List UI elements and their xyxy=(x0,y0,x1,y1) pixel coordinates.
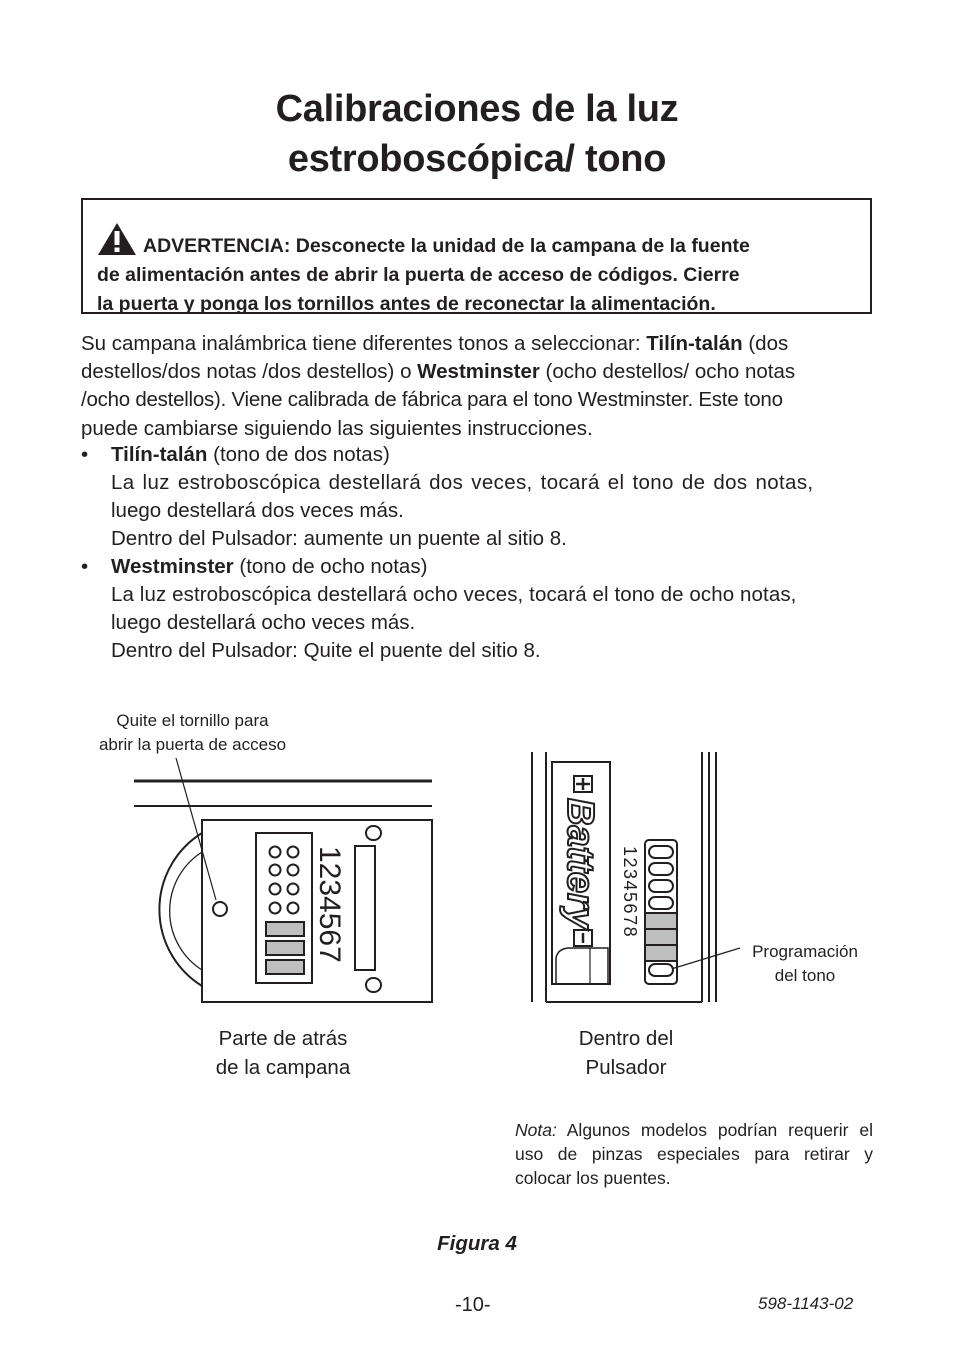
pushbutton-pin-8 xyxy=(649,964,673,976)
bullet-line: luego destellará dos veces más. xyxy=(111,499,404,522)
pushbutton-caption-line: Pulsador xyxy=(585,1056,667,1079)
pushbutton-jumpers xyxy=(645,913,677,961)
bullet-line: La luz estroboscópica destellará dos veces, tocará el tono de dos notas, xyxy=(111,471,814,494)
warning-line1: ADVERTENCIA: Desconecte la unidad de la campana de la fuente xyxy=(143,235,750,257)
pushbutton-pin-numbers: 12345678 xyxy=(620,846,640,939)
chime-arc-inner xyxy=(170,852,202,970)
chime-pin-numbers: 1234567 xyxy=(313,846,346,963)
warning-line2: de alimentación antes de abrir la puerta de acceso de códigos. Cierre xyxy=(97,264,740,286)
bullet-name: Tilín-talán xyxy=(111,443,208,466)
battery-label: Battery xyxy=(559,798,601,929)
intro-text: (dos xyxy=(742,332,789,355)
page-title-line1: Calibraciones de la luz xyxy=(275,88,679,130)
intro-text: destellos/dos notas /dos destellos) o xyxy=(81,360,418,384)
chime-jumpers xyxy=(266,922,304,974)
bullet-marker: • xyxy=(81,555,89,578)
intro-text: Su campana inalámbrica tiene diferentes tonos a seleccionar: xyxy=(81,332,647,355)
pushbutton-caption-line: Dentro del xyxy=(578,1027,674,1050)
bullet-desc: (tono de ocho notas) xyxy=(233,555,428,578)
screw-label-line: abrir la puerta de acceso xyxy=(98,735,287,754)
battery-clip xyxy=(556,948,608,984)
chime-pins xyxy=(270,847,299,914)
chime-slot xyxy=(366,826,381,840)
bullet-line: luego destellará ocho veces más. xyxy=(111,611,416,634)
warning-line3: la puerta y ponga los tornillos antes de reconectar la alimentación. xyxy=(97,293,716,315)
bullet-line: La luz estroboscópica destellará ocho veces, tocará el tono de ocho notas, xyxy=(111,583,797,606)
chime-connector xyxy=(355,846,375,970)
tone-name-westminster: Westminster xyxy=(417,360,540,384)
pushbutton-caption xyxy=(526,1024,726,1082)
tone-name-tilin: Tilín-talán xyxy=(646,332,743,355)
page-number: -10- xyxy=(455,1294,491,1316)
pushbutton-pins xyxy=(649,846,673,909)
bullet-marker: • xyxy=(81,443,89,466)
screw-label xyxy=(70,709,315,757)
bullet-name: Westminster xyxy=(111,555,234,578)
chime-caption xyxy=(183,1024,383,1082)
tone-label xyxy=(735,940,875,988)
figure-caption: Figura 4 xyxy=(437,1232,517,1255)
chime-caption-line: Parte de atrás xyxy=(218,1027,348,1050)
intro-text: /ocho destellos). Viene calibrada de fábrica para el tono Westminster. Este tono xyxy=(81,388,783,412)
document-number: 598-1143-02 xyxy=(758,1294,854,1313)
tone-label-line: del tono xyxy=(774,966,836,985)
screw-leader-line xyxy=(176,758,216,900)
figure-note xyxy=(515,1118,873,1190)
bullet-line: Dentro del Pulsador: aumente un puente al sitio 8. xyxy=(111,527,567,550)
tone-label-line: Programación xyxy=(752,942,858,961)
bullet-line: Dentro del Pulsador: Quite el puente del sitio 8. xyxy=(111,639,541,662)
screw-label-line: Quite el tornillo para xyxy=(116,711,269,730)
intro-text: puede cambiarse siguiendo las siguientes instrucciones. xyxy=(81,416,593,440)
chime-slot xyxy=(366,978,381,992)
note-text: Algunos modelos podrían requerir el uso de pinzas especiales para retirar y colocar los puentes. xyxy=(515,1120,873,1188)
tone-leader-line xyxy=(668,948,740,970)
screw-icon xyxy=(213,902,227,916)
bullet-desc: (tono de dos notas) xyxy=(207,443,390,466)
note-label: Nota: xyxy=(515,1120,557,1140)
chime-caption-line: de la campana xyxy=(215,1056,351,1079)
intro-text: (ocho destellos/ ocho notas xyxy=(539,360,796,384)
page-title-line2: estroboscópica/ tono xyxy=(287,138,667,180)
